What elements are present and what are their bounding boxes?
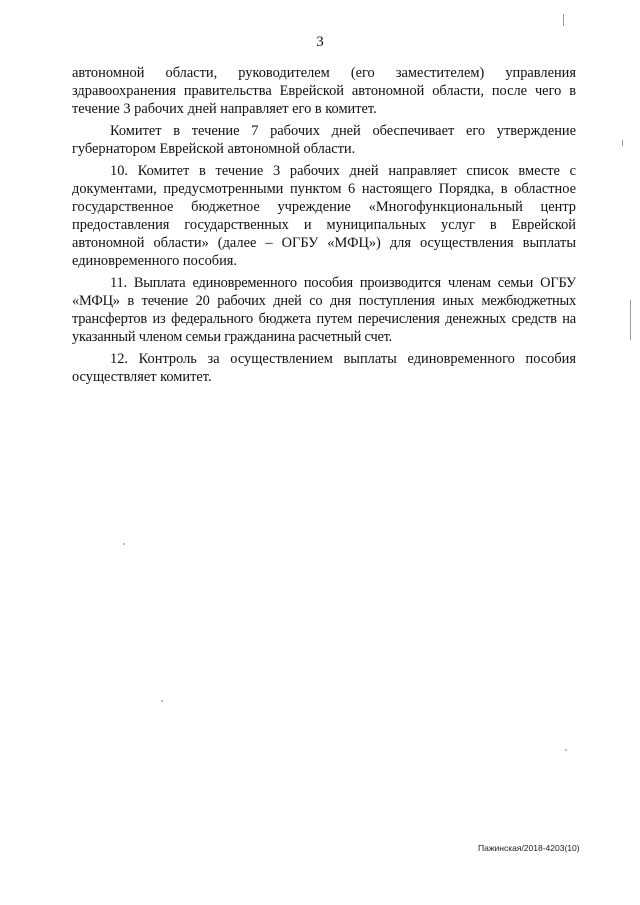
paragraph-item-11: 11. Выплата единовременного пособия производится членам семьи ОГБУ «МФЦ» в течение 20 рабочих дней со дня поступления иных межбюджетных трансфертов из федерального бюджета путем перечисления денежных средств на указанный членом семьи гражданина расчетный счет. [72,275,576,345]
scan-artifact [161,700,163,702]
paragraph-continuation: автономной области, руководителем (его заместителем) управления здравоохранения правительства Еврейской автономной области, после чего в течение 3 рабочих дней направляет его в комитет. [72,65,576,117]
paragraph-committee-approval: Комитет в течение 7 рабочих дней обеспечивает его утверждение губернатором Еврейской автономной области. [72,123,576,157]
document-body [72,64,576,390]
scan-artifact [563,14,564,26]
paragraph-item-10: 10. Комитет в течение 3 рабочих дней направляет список вместе с документами, предусмотренными пунктом 6 настоящего Порядка, в областное государственное бюджетное учреждение «Многофункциональный центр предоставления государственных и муниципальных услуг в Еврейской автономной области» (далее – ОГБУ «МФЦ») для осуществления выплаты единовременного пособия. [72,163,576,269]
paragraph-item-12: 12. Контроль за осуществлением выплаты единовременного пособия осуществляет комитет. [72,351,576,385]
scan-artifact [622,140,623,146]
page-number: 3 [316,34,324,50]
scan-artifact [123,543,125,545]
scan-artifact [630,300,631,340]
document-footer-code: Пажинская/2018-4203(10) [478,843,580,853]
scan-artifact [565,749,567,751]
